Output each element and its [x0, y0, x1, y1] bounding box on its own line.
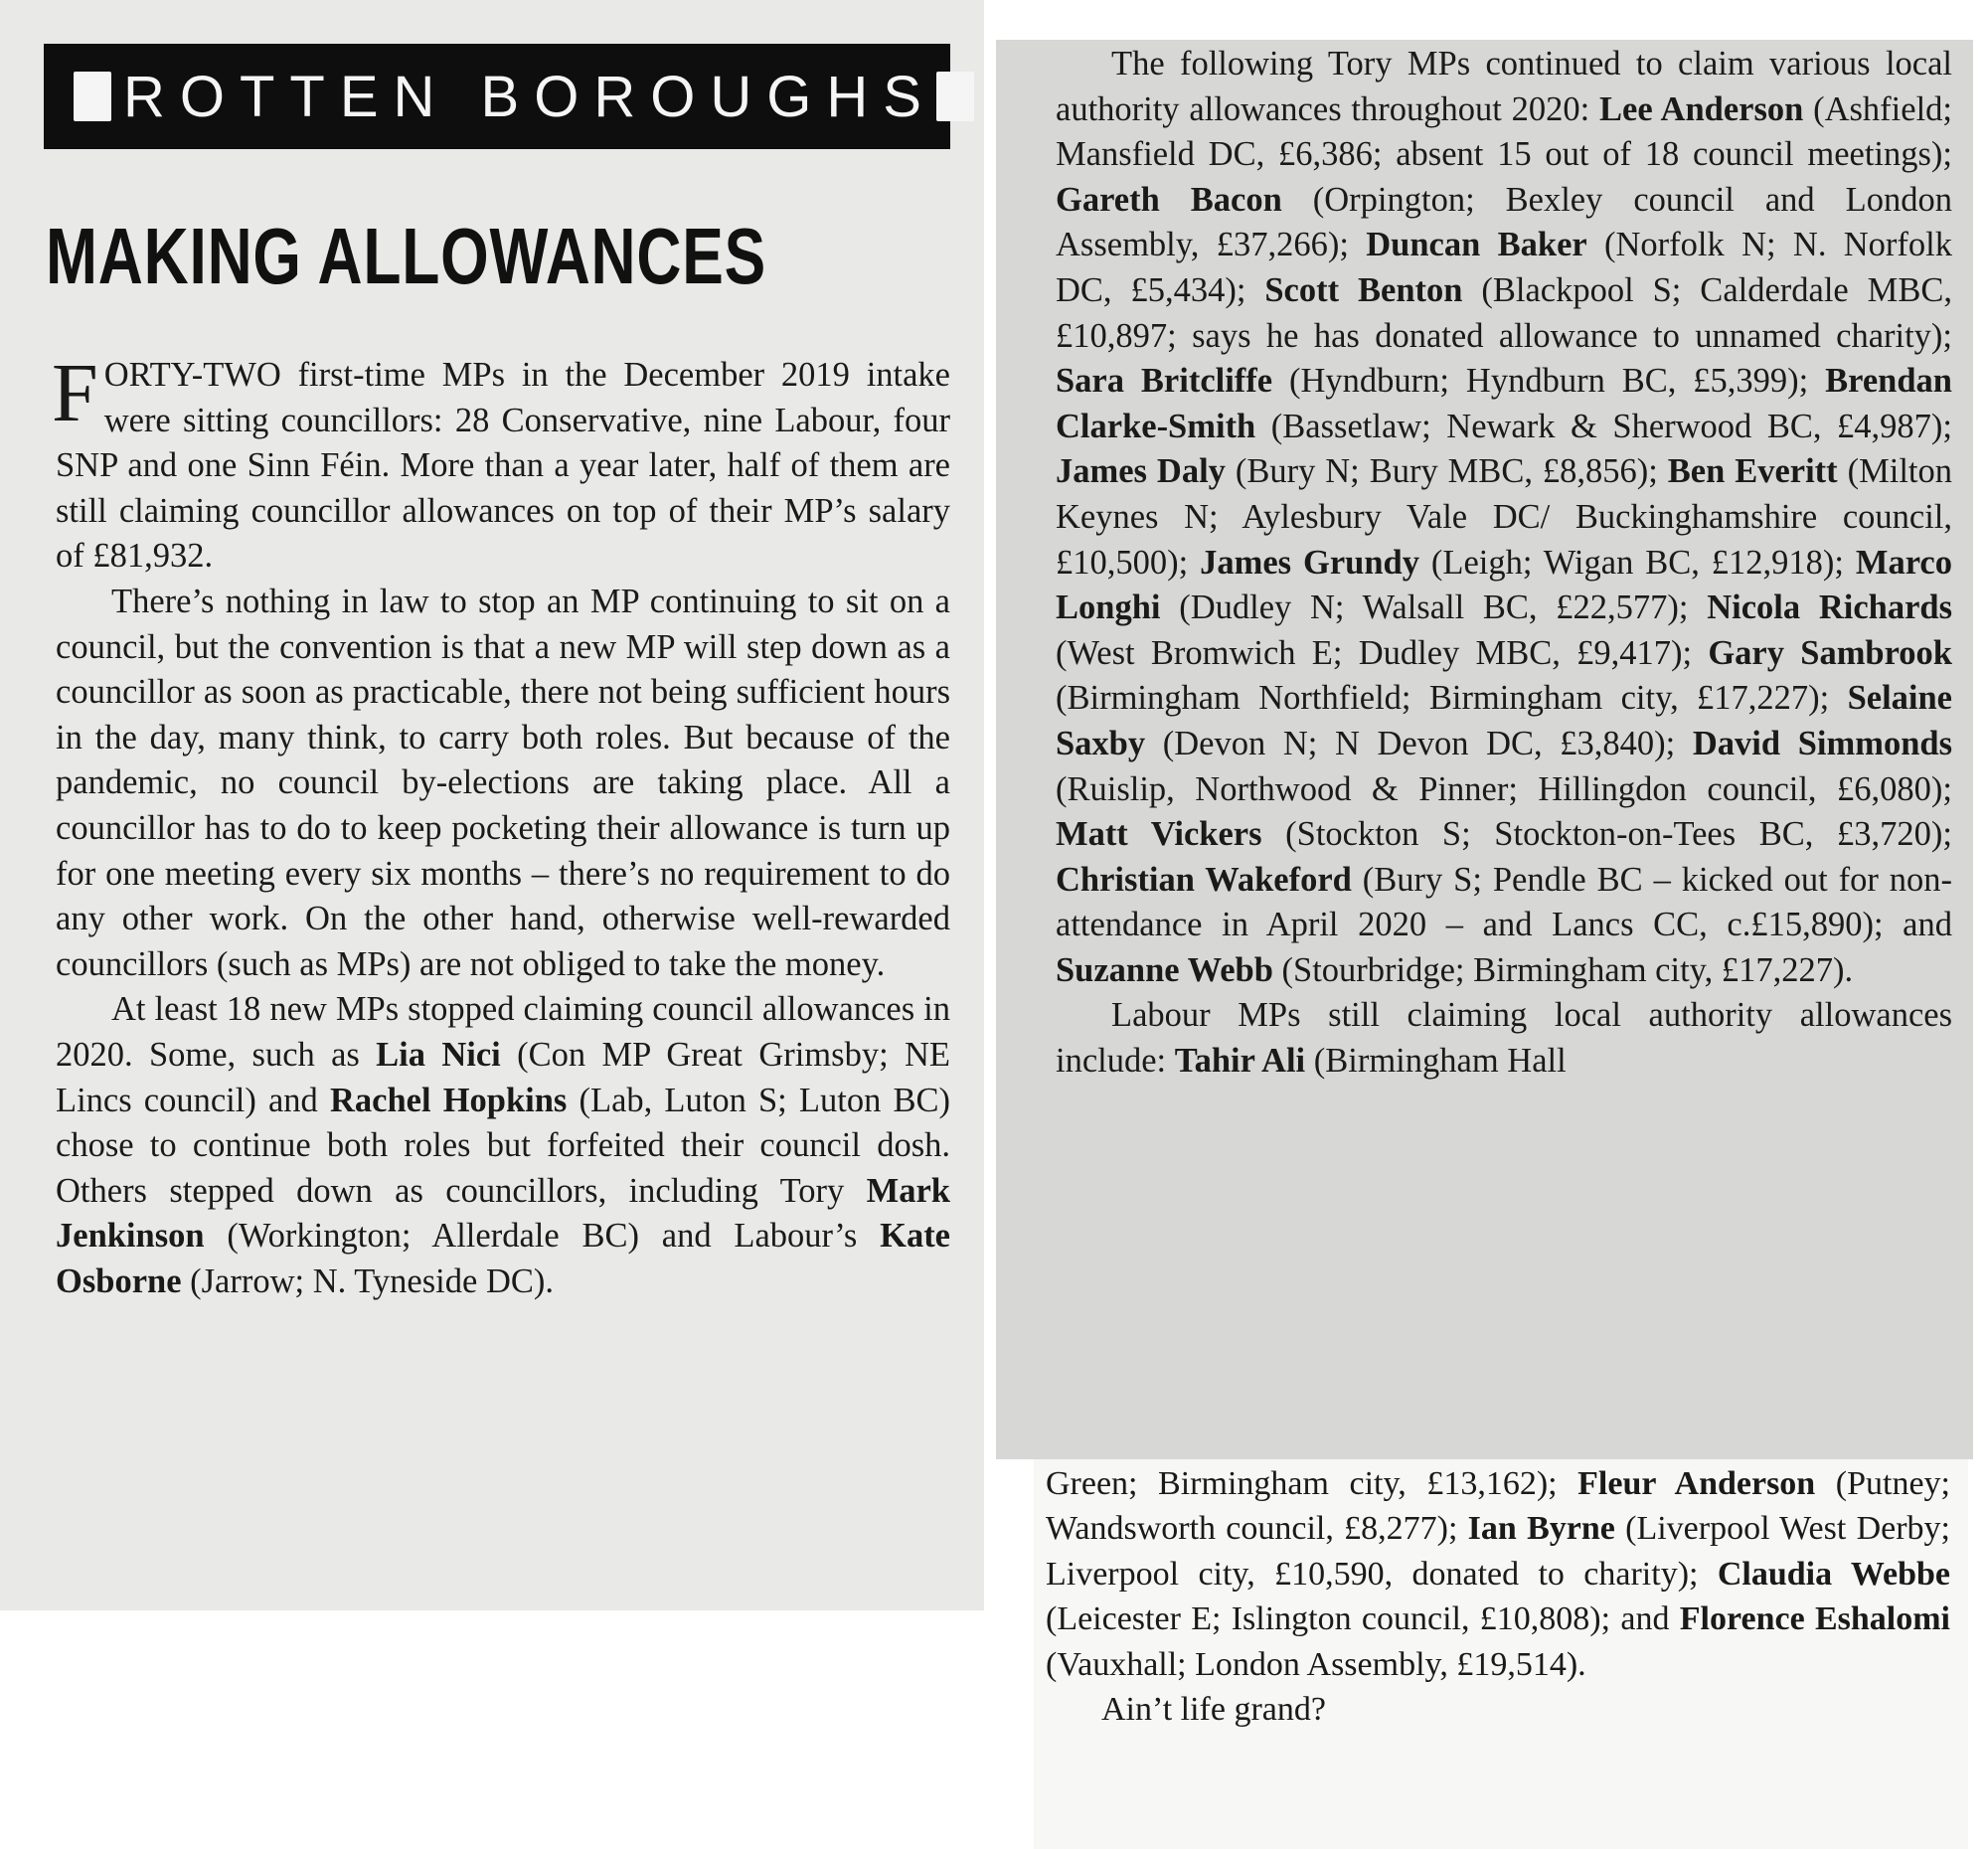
mp-detail: (Dudley N; Walsall BC, £22,577); [1160, 588, 1708, 627]
mp-detail: (Liverpool West Derby; Liverpool city, £10,590, donated to charity); [1046, 1510, 1950, 1593]
p3-text: (Lab, Luton S; Luton BC) chose to continue both roles but forfeited their council dosh. Others stepped down as councillors, including Tory [56, 1081, 950, 1210]
continuation-start: Green; Birmingham city, £13,162); [1046, 1465, 1578, 1502]
labour-intro-text: Labour MPs still claiming local authority allowances include: [1056, 996, 1952, 1081]
p3-text: (Jarrow; N. Tyneside DC). [181, 1261, 554, 1300]
mp-detail: (Putney; Wandsworth council, £8,277); [1046, 1465, 1951, 1548]
banner-left-square [74, 72, 111, 121]
article-headline: MAKING ALLOWANCES [46, 212, 767, 300]
mp-name: Mark Jenkinson [56, 1171, 950, 1256]
mp-detail: (Birmingham Hall [1305, 1042, 1567, 1081]
mp-name: Ian Byrne [1467, 1510, 1615, 1548]
mp-detail: (Stourbridge; Birmingham city, £17,227). [1272, 950, 1854, 989]
mp-name: Lee Anderson [1599, 89, 1804, 128]
mp-name: Rachel Hopkins [329, 1081, 568, 1119]
mp-detail: (West Bromwich E; Dudley MBC, £9,417); [1056, 633, 1709, 672]
labour-mps-continuation [1046, 1461, 1950, 1687]
mp-detail: (Leigh; Wigan BC, £12,918); [1418, 543, 1856, 582]
mp-name: Christian Wakeford [1056, 860, 1352, 899]
mp-detail: (Ashfield; Mansfield DC, £6,386; absent 15 out of 18 council meetings); [1056, 89, 1952, 174]
mp-name: Duncan Baker [1366, 226, 1587, 264]
mp-name: Gareth Bacon [1056, 180, 1282, 219]
mp-detail: (Orpington; Bexley council and London Assembly, £37,266); [1056, 180, 1952, 264]
mp-name: Ben Everitt [1667, 452, 1838, 491]
section-banner [44, 44, 950, 149]
banner-title: ROTTEN BOROUGHS [123, 64, 936, 129]
mp-detail: (Hyndburn; Hyndburn BC, £5,399); [1272, 362, 1826, 401]
paragraph-1 [52, 347, 950, 580]
mp-detail: (Birmingham Northfield; Birmingham city, £17,227); [1056, 679, 1848, 718]
mp-detail: (Ruislip, Northwood & Pinner; Hillingdon council, £6,080); [1056, 769, 1952, 808]
mp-detail: (Milton Keynes N; Aylesbury Vale DC/ Buckinghamshire council, £10,500); [1056, 452, 1953, 582]
mp-name: Kate Osborne [56, 1217, 950, 1300]
mp-name: David Simmonds [1692, 724, 1952, 762]
drop-cap: F [52, 347, 98, 439]
mp-name: Marco Longhi [1056, 543, 1952, 627]
mp-name: James Daly [1056, 452, 1226, 491]
mp-name: Tahir Ali [1174, 1042, 1306, 1081]
banner-right-square [936, 72, 974, 121]
mp-name: Suzanne Webb [1056, 950, 1273, 989]
left-text-column [52, 347, 950, 1304]
p3-text: (Con MP Great Grimsby; NE Lincs council) and [56, 1035, 950, 1119]
p3-text: At least 18 new MPs stopped claiming council allowances in 2020. Some, such as [56, 990, 950, 1074]
tory-mps-paragraph [1056, 42, 1952, 993]
labour-mps-paragraph [1056, 993, 1952, 1084]
mp-name: Selaine Saxby [1056, 679, 1952, 762]
paragraph-1-text: ORTY-TWO first-time MPs in the December 2019 intake were sitting councillors: 28 Conservative, nine Labour, four SNP and one Sinn Féin. More than a year later, half of them are still claiming councillor allowances on top of their MP’s salary of £81,932. [56, 356, 950, 576]
mp-name: Fleur Anderson [1577, 1465, 1816, 1502]
mp-name: Nicola Richards [1707, 588, 1952, 627]
mp-detail: (Norfolk N; N. Norfolk DC, £5,434); [1056, 226, 1952, 309]
mp-name: Lia Nici [376, 1035, 501, 1074]
tory-intro-text: The following Tory MPs continued to claim various local authority allowances throughout 2020: [1056, 45, 1952, 128]
p3-text: (Workington; Allerdale BC) and Labour’s [204, 1217, 881, 1256]
mp-detail: (Leicester E; Islington council, £10,808); and [1046, 1600, 1680, 1638]
mp-detail: (Devon N; N Devon DC, £3,840); [1145, 724, 1693, 762]
mp-detail: (Bury S; Pendle BC – kicked out for non-attendance in April 2020 – and Lancs CC, c.£15,890); and [1056, 860, 1952, 944]
mp-name: Matt Vickers [1056, 815, 1262, 854]
mp-detail: (Bassetlaw; Newark & Sherwood BC, £4,987); [1255, 407, 1952, 445]
mp-name: Scott Benton [1264, 270, 1463, 309]
continuation-text-column [1046, 1461, 1950, 1732]
mp-name: Gary Sambrook [1708, 633, 1952, 672]
mp-name: Sara Britcliffe [1056, 362, 1273, 401]
mp-detail: (Blackpool S; Calderdale MBC, £10,897; says he has donated allowance to unnamed charity); [1056, 270, 1952, 355]
paragraph-3 [56, 987, 950, 1304]
closing-line: Ain’t life grand? [1101, 1691, 1326, 1729]
mp-name: Florence Eshalomi [1679, 1600, 1950, 1638]
mp-detail: (Stockton S; Stockton-on-Tees BC, £3,720); [1261, 815, 1952, 854]
right-text-column [1056, 42, 1952, 1085]
mp-name: James Grundy [1200, 543, 1419, 582]
mp-name: Brendan Clarke-Smith [1056, 362, 1952, 445]
paragraph-2: There’s nothing in law to stop an MP continuing to sit on a council, but the convention is that a new MP will step down as a councillor as soon as practicable, there not being sufficient hours in the day, many think, to carry both roles. But because of the pandemic, no council by-elections are taking place. All a councillor has to do to keep pocketing their allowance is turn up for one meeting every six months – there’s no requirement to do any other work. On the other hand, otherwise well-rewarded councillors (such as MPs) are not obliged to take the money. [56, 582, 950, 983]
mp-detail: (Vauxhall; London Assembly, £19,514). [1046, 1645, 1586, 1683]
mp-name: Claudia Webbe [1717, 1555, 1950, 1593]
mp-detail: (Bury N; Bury MBC, £8,856); [1225, 452, 1668, 491]
